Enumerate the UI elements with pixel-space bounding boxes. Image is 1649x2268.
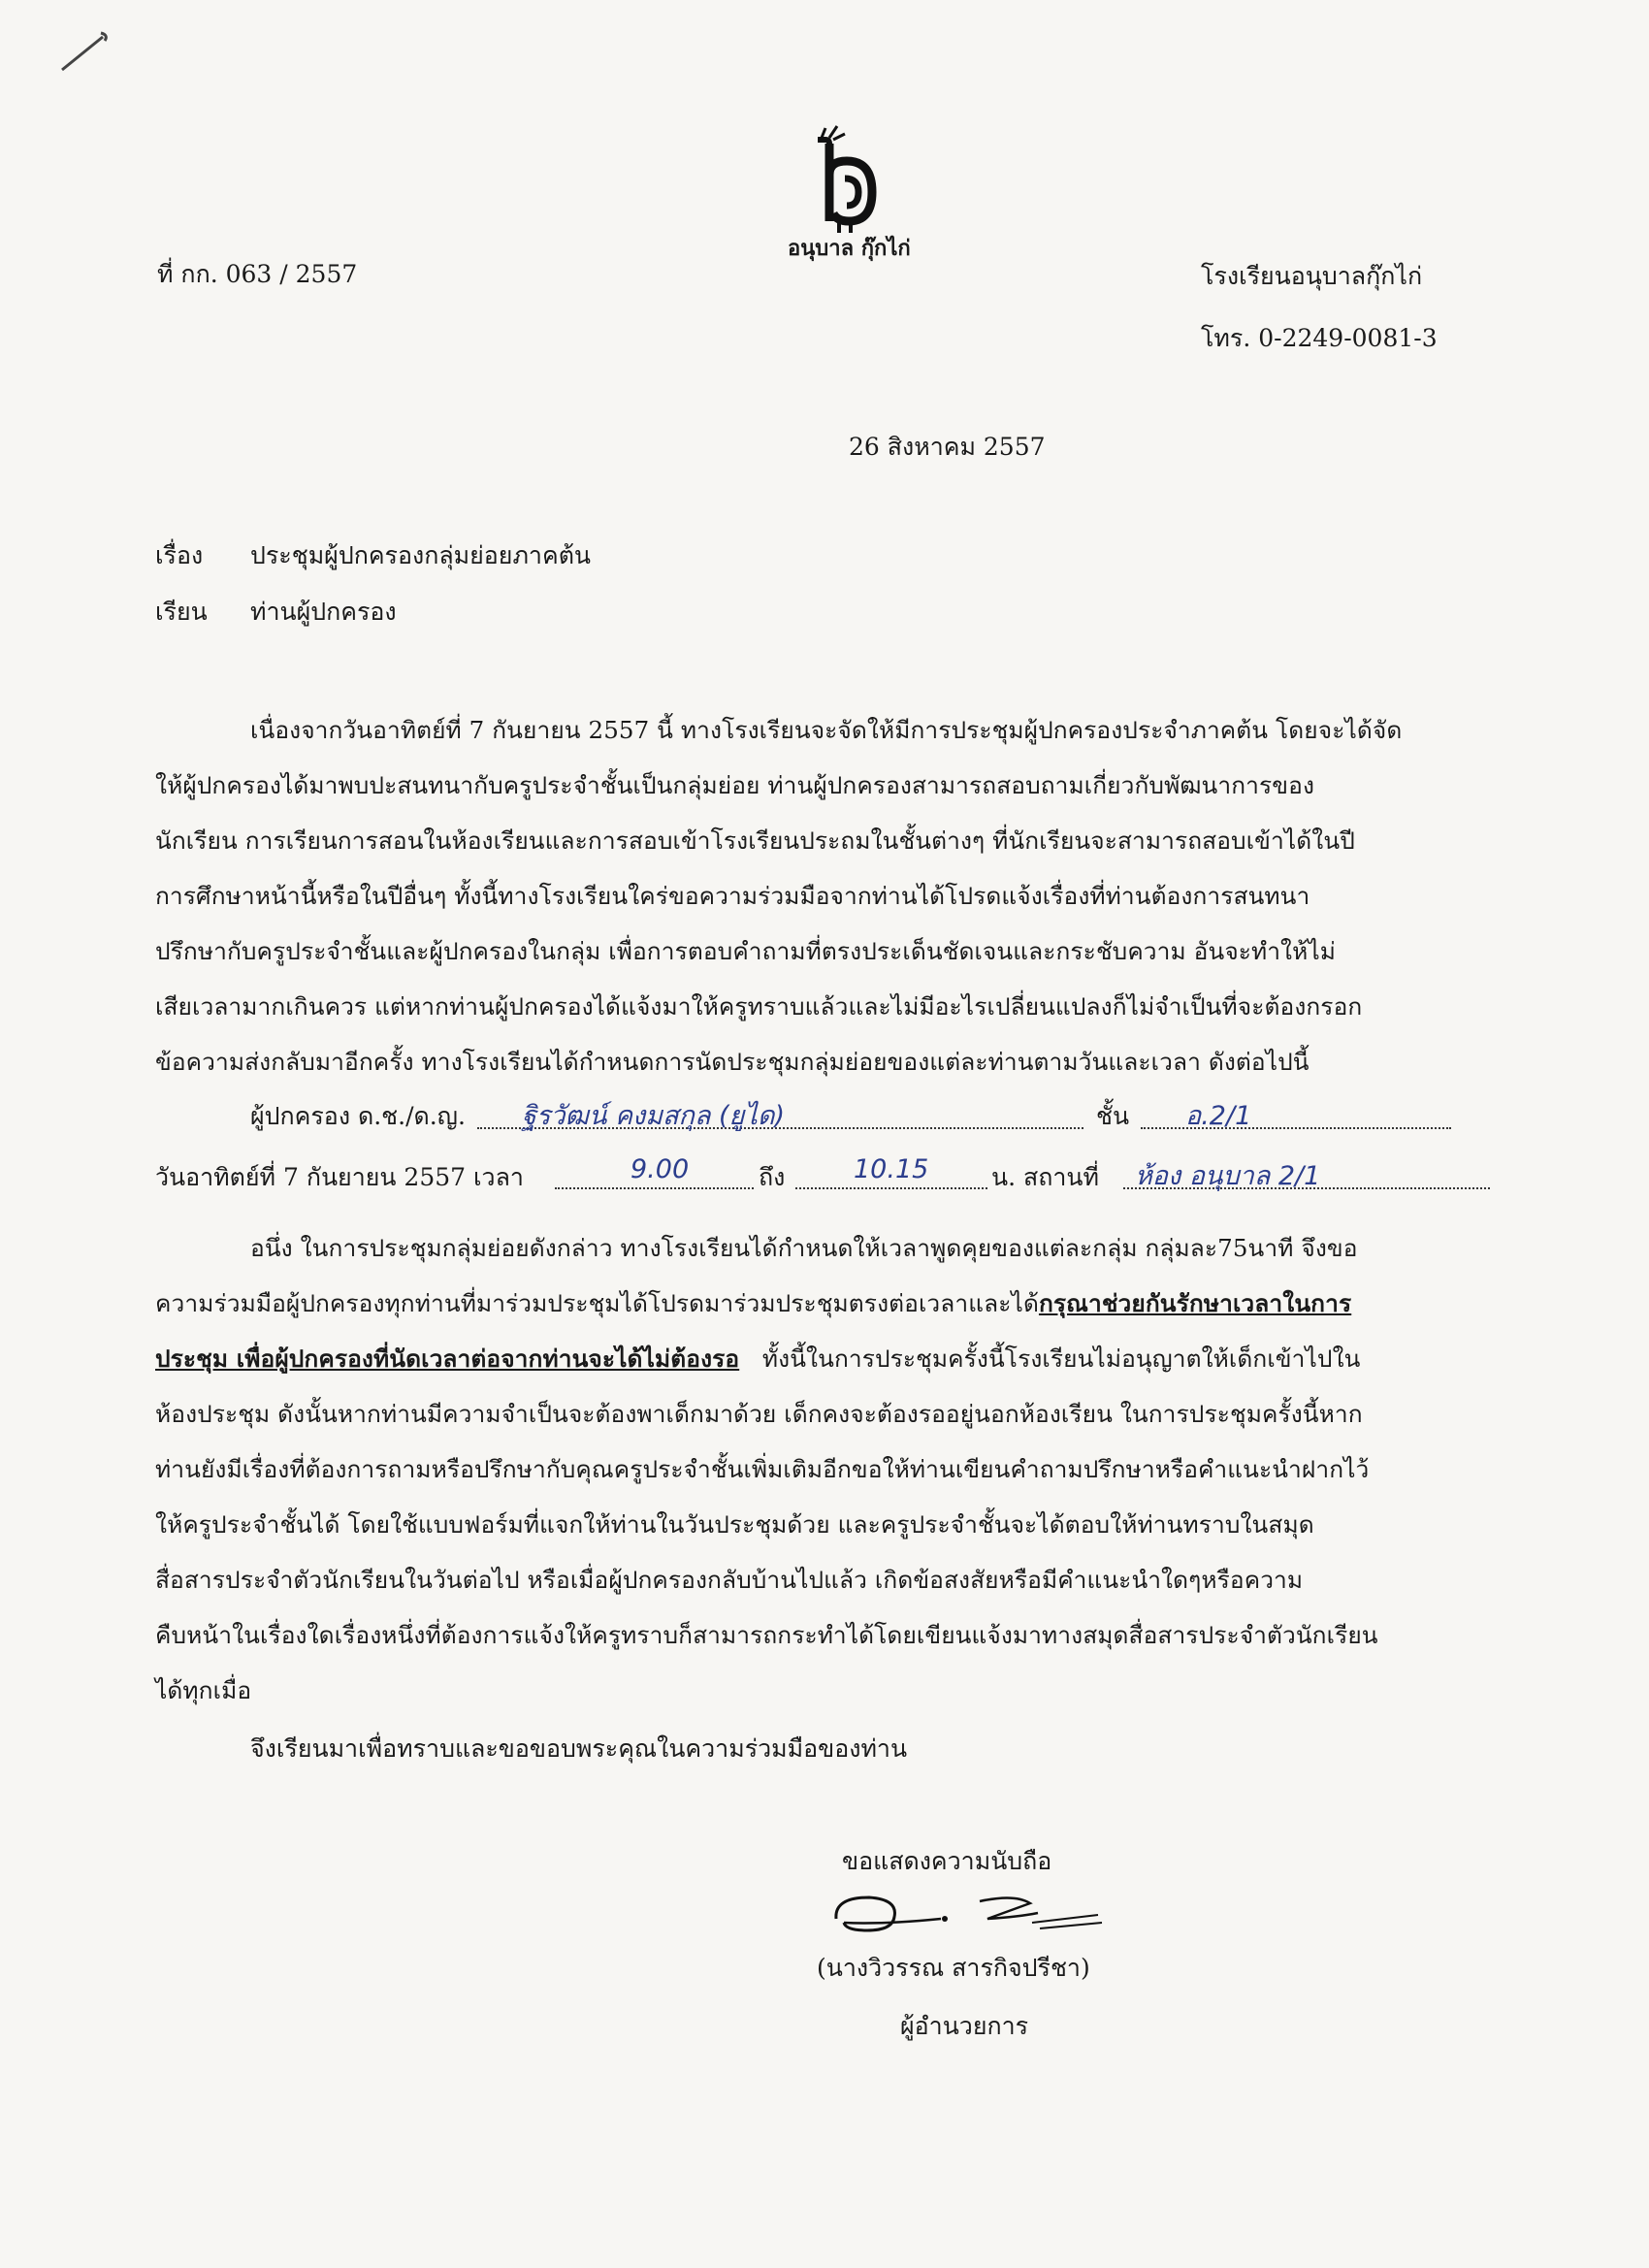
letter-date: 26 สิงหาคม 2557 <box>849 433 1046 461</box>
paragraph1-line: ข้อความส่งกลับมาอีกครั้ง ทางโรงเรียนได้กำหนดการนัดประชุมกลุ่มย่อยของแต่ละท่านตามวันและเวลา ดังต่อไปนี้ <box>155 1048 1310 1076</box>
class-label: ชั้น <box>1096 1102 1130 1130</box>
paragraph1-line: นักเรียน การเรียนการสอนในห้องเรียนและการสอบเข้าโรงเรียนประถมในชั้นต่างๆ ที่นักเรียนจะสามารถสอบเข้าได้ในปี <box>155 826 1355 855</box>
paragraph2-text: ทั้งนี้ในการประชุมครั้งนี้โรงเรียนไม่อนุญาตให้เด็กเข้าไปใน <box>761 1345 1361 1373</box>
meeting-date-label: วันอาทิตย์ที่ 7 กันยายน 2557 เวลา <box>155 1163 524 1191</box>
handwritten-signature <box>824 1886 1116 1944</box>
guardian-label: ผู้ปกครอง ด.ช./ด.ญ. <box>250 1102 466 1130</box>
emphasis-underlined: ประชุม เพื่อผู้ปกครองที่นัดเวลาต่อจากท่านจะได้ไม่ต้องรอ <box>155 1345 740 1373</box>
place-label: น. สถานที่ <box>991 1163 1099 1191</box>
subject-label: เรื่อง <box>155 541 204 569</box>
reference-number: ที่ กก. 063 / 2557 <box>157 260 358 288</box>
paragraph2-line: คืบหน้าในเรื่องใดเรื่องหนึ่งที่ต้องการแจ้งให้ครูทราบก็สามารถกระทำได้โดยเขียนแจ้งมาทางสมุดสื่อสารประจำตัวนักเรียน <box>155 1621 1378 1649</box>
recipient-label: เรียน <box>155 598 208 626</box>
paragraph2-line: ห้องประชุม ดังนั้นหากท่านมีความจำเป็นจะต้องพาเด็กมาด้วย เด็กคงจะต้องรออยู่นอกห้องเรียน ในการประชุมครั้งนี้หาก <box>155 1400 1363 1428</box>
school-name: โรงเรียนอนุบาลกุ๊กไก่ <box>1201 262 1423 290</box>
paragraph2-line: อนึ่ง ในการประชุมกลุ่มย่อยดังกล่าว ทางโรงเรียนได้กำหนดให้เวลาพูดคุยของแต่ละกลุ่ม กลุ่มละ75นาที จึงขอ <box>250 1234 1358 1262</box>
paragraph2-line: ได้ทุกเมื่อ <box>155 1676 252 1704</box>
place-handwritten: ห้อง อนุบาล 2/1 <box>1135 1161 1321 1191</box>
to-label: ถึง <box>759 1163 786 1191</box>
class-handwritten: อ.2/1 <box>1185 1101 1252 1131</box>
subject-text: ประชุมผู้ปกครองกลุ่มย่อยภาคต้น <box>250 541 592 569</box>
logo-caption: อนุบาล กุ๊กไก่ <box>788 237 911 261</box>
paragraph2-line <box>155 1284 1513 1322</box>
signer-title: ผู้อำนวยการ <box>900 2012 1029 2040</box>
recipient-text: ท่านผู้ปกครอง <box>250 598 397 626</box>
staple-mark <box>56 29 114 78</box>
time-from-dotted-line <box>555 1187 754 1189</box>
paragraph1-line: ปรึกษากับครูประจำชั้นและผู้ปกครองในกลุ่ม เพื่อการตอบคำถามที่ตรงประเด็นชัดเจนและกระชับความ อันจะทำให้ไม่ <box>155 937 1337 965</box>
guardian-name-handwritten: ฐิรวัฒน์ คงมสกุล (ยูได) <box>522 1101 785 1131</box>
paragraph2-line: ท่านยังมีเรื่องที่ต้องการถามหรือปรึกษากับคุณครูประจำชั้นเพิ่มเติมอีกขอให้ท่านเขียนคำถามปรึกษาหรือคำแนะนำฝากไว้ <box>155 1455 1370 1483</box>
time-from-handwritten: 9.00 <box>630 1154 690 1184</box>
paragraph1-line: เสียเวลามากเกินควร แต่หากท่านผู้ปกครองได้แจ้งมาให้ครูทราบแล้วและไม่มีอะไรเปลี่ยนแปลงก็ไม่จำเป็นที่จะต้องกรอก <box>155 992 1363 1021</box>
paragraph2-text: ความร่วมมือผู้ปกครองทุกท่านที่มาร่วมประชุมได้โปรดมาร่วมประชุมตรงต่อเวลาและได้ <box>155 1289 1039 1317</box>
closing-line: จึงเรียนมาเพื่อทราบและขอขอบพระคุณในความร่วมมือของท่าน <box>250 1734 908 1763</box>
time-to-handwritten: 10.15 <box>854 1154 929 1184</box>
paragraph2-line: สื่อสารประจำตัวนักเรียนในวันต่อไป หรือเมื่อผู้ปกครองกลับบ้านไปแล้ว เกิดข้อสงสัยหรือมีคำแนะนำใดๆหรือความ <box>155 1566 1304 1594</box>
paragraph2-line: ให้ครูประจำชั้นได้ โดยใช้แบบฟอร์มที่แจกให้ท่านในวันประชุมด้วย และครูประจำชั้นจะได้ตอบให้ท่านทราบในสมุด <box>155 1510 1314 1539</box>
paragraph1-line: ให้ผู้ปกครองได้มาพบปะสนทนากับครูประจำชั้นเป็นกลุ่มย่อย ท่านผู้ปกครองสามารถสอบถามเกี่ยวกับพัฒนาการของ <box>155 771 1315 799</box>
signer-name: (นางวิวรรณ สารกิจปรีชา) <box>817 1954 1090 1982</box>
paragraph1-line: การศึกษาหน้านี้หรือในปีอื่นๆ ทั้งนี้ทางโรงเรียนใคร่ขอความร่วมมือจากท่านได้โปรดแจ้งเรื่องที่ท่านต้องการสนทนา <box>155 882 1310 910</box>
school-phone: โทร. 0-2249-0081-3 <box>1201 324 1438 352</box>
paragraph1-line: เนื่องจากวันอาทิตย์ที่ 7 กันยายน 2557 นี้ ทางโรงเรียนจะจัดให้มีการประชุมผู้ปกครองประจำภาคต้น โดยจะได้จัด <box>250 716 1403 744</box>
time-to-dotted-line <box>795 1187 987 1189</box>
school-logo-icon <box>800 124 892 241</box>
paragraph2-line <box>155 1340 1513 1377</box>
regards-text: ขอแสดงความนับถือ <box>842 1847 1052 1875</box>
emphasis-underlined: กรุณาช่วยกันรักษาเวลาในการ <box>1038 1289 1352 1317</box>
